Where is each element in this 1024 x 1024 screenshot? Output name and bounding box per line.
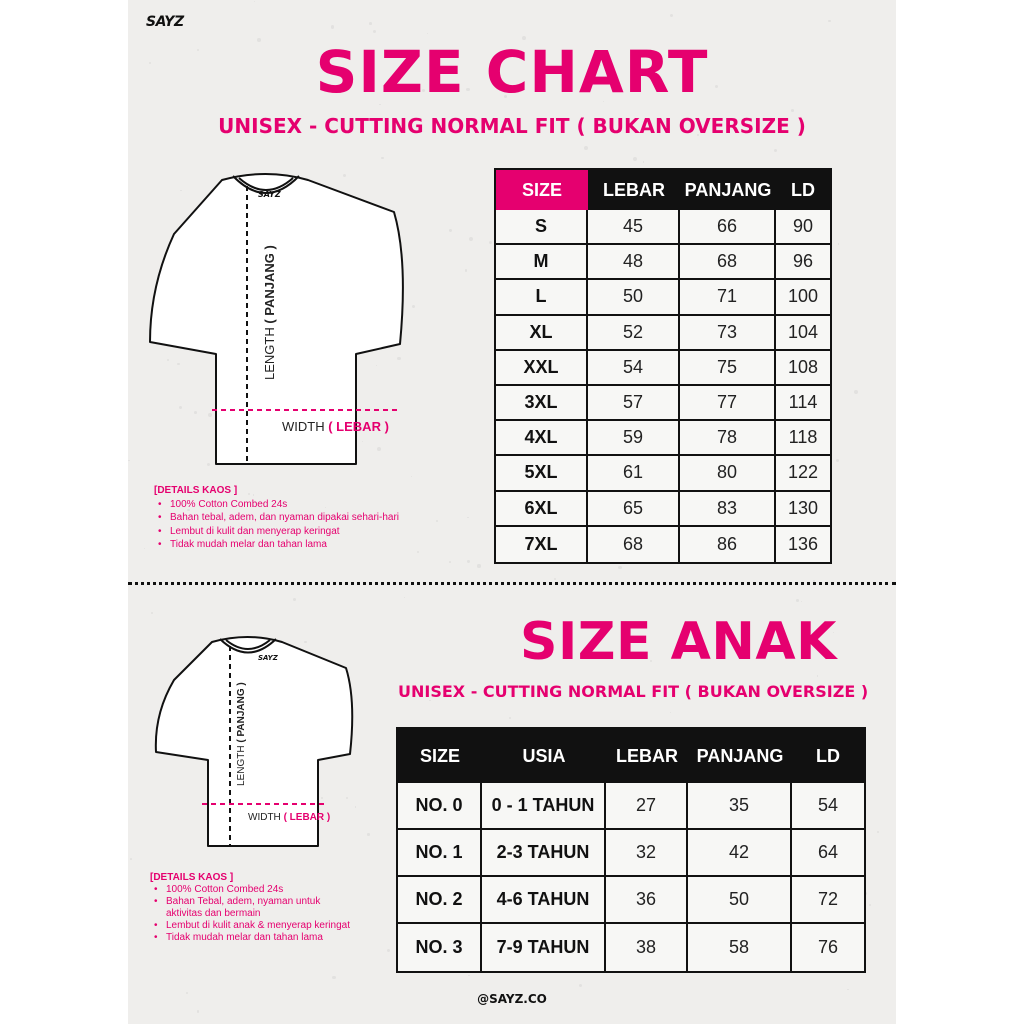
paper-speck: [197, 1010, 199, 1012]
brand-logo: SAYZ: [146, 14, 184, 30]
table-cell: 52: [588, 316, 680, 351]
paper-speck: [847, 989, 848, 990]
paper-speck: [449, 229, 451, 231]
table-cell: 3XL: [496, 386, 588, 421]
table-cell: 0 - 1 TAHUN: [482, 783, 606, 830]
table-cell: 38: [606, 924, 688, 971]
paper-speck: [670, 14, 673, 17]
table-row: [398, 924, 864, 971]
paper-speck: [332, 976, 335, 979]
column-header-lebar: LEBAR: [606, 729, 688, 783]
table-cell: 50: [688, 877, 792, 924]
kids-size-chart-title: SIZE ANAK: [520, 612, 837, 672]
table-cell: 114: [776, 386, 830, 421]
kids-details: [150, 872, 390, 944]
table-cell: S: [496, 210, 588, 245]
kids-length-label: [236, 682, 247, 786]
paper-speck: [828, 20, 831, 23]
paper-speck: [469, 237, 473, 241]
table-cell: 27: [606, 783, 688, 830]
column-header-panjang: PANJANG: [680, 170, 776, 210]
table-cell: NO. 1: [398, 830, 482, 877]
table-row: [398, 830, 864, 877]
paper-speck: [836, 459, 839, 462]
table-row: [496, 527, 830, 562]
paper-speck: [584, 146, 588, 150]
table-row: [496, 245, 830, 280]
kids-width-text: WIDTH: [248, 812, 281, 823]
list-item: • Bahan Tebal, adem, nyaman untuk aktivitas dan bermain: [150, 896, 350, 920]
column-header-usia: USIA: [482, 729, 606, 783]
table-cell: NO. 0: [398, 783, 482, 830]
adult-size-table: [494, 168, 832, 564]
paper-speck: [633, 157, 637, 161]
table-cell: 76: [792, 924, 864, 971]
paper-speck: [417, 551, 419, 553]
kids-table-body: [398, 783, 864, 971]
list-item: • Lembut di kulit anak & menyerap keringat: [150, 920, 390, 932]
adult-size-chart-subtitle: UNISEX - CUTTING NORMAL FIT ( BUKAN OVERSIZE ): [218, 114, 806, 138]
paper-speck: [449, 561, 451, 563]
paper-speck: [791, 109, 793, 111]
kids-details-list: [150, 884, 390, 944]
paper-speck: [293, 598, 296, 601]
table-row: [496, 316, 830, 351]
table-cell: 96: [776, 245, 830, 280]
table-cell: 7XL: [496, 527, 588, 562]
table-cell: 36: [606, 877, 688, 924]
table-cell: 48: [588, 245, 680, 280]
table-cell: 68: [588, 527, 680, 562]
table-cell: 68: [680, 245, 776, 280]
paper-speck: [817, 675, 818, 676]
table-cell: 108: [776, 351, 830, 386]
table-cell: 4XL: [496, 421, 588, 456]
paper-speck: [554, 578, 556, 580]
table-cell: 5XL: [496, 456, 588, 491]
paper-speck: [130, 858, 132, 860]
paper-speck: [801, 601, 802, 602]
table-cell: 2-3 TAHUN: [482, 830, 606, 877]
table-cell: 57: [588, 386, 680, 421]
adult-size-chart-title: SIZE CHART: [315, 38, 709, 106]
kids-details-heading: [DETAILS KAOS ]: [150, 872, 234, 883]
list-item: • Bahan tebal, adem, dan nyaman dipakai sehari-hari: [154, 511, 399, 525]
table-row: [398, 877, 864, 924]
paper-speck: [643, 161, 645, 163]
table-header-row: [496, 170, 830, 210]
table-row: [496, 492, 830, 527]
column-header-size: SIZE: [398, 729, 482, 783]
table-cell: 80: [680, 456, 776, 491]
table-cell: 122: [776, 456, 830, 491]
table-cell: 58: [688, 924, 792, 971]
table-cell: 61: [588, 456, 680, 491]
table-cell: 42: [688, 830, 792, 877]
table-cell: 6XL: [496, 492, 588, 527]
table-cell: 78: [680, 421, 776, 456]
adult-details-heading: [DETAILS KAOS ]: [154, 485, 238, 496]
adult-width-bold: ( LEBAR ): [328, 419, 389, 434]
table-row: [496, 421, 830, 456]
table-cell: 66: [680, 210, 776, 245]
table-cell: 77: [680, 386, 776, 421]
paper-speck: [411, 476, 412, 477]
adult-length-bold: ( PANJANG ): [262, 245, 277, 324]
kids-width-bold: ( LEBAR ): [283, 812, 331, 823]
table-cell: 118: [776, 421, 830, 456]
table-cell: L: [496, 280, 588, 315]
table-cell: M: [496, 245, 588, 280]
column-header-lebar: LEBAR: [588, 170, 680, 210]
list-item: • Tidak mudah melar dan tahan lama: [154, 538, 399, 552]
table-row: [496, 351, 830, 386]
paper-speck: [144, 548, 145, 549]
paper-speck: [369, 22, 372, 25]
paper-speck: [404, 597, 405, 598]
list-item: • Lembut di kulit dan menyerap keringat: [154, 525, 399, 539]
table-cell: 65: [588, 492, 680, 527]
paper-speck: [489, 241, 493, 245]
column-header-ld: LD: [792, 729, 864, 783]
adult-details: [154, 484, 399, 552]
table-cell: 100: [776, 280, 830, 315]
paper-speck: [387, 949, 390, 952]
table-cell: 35: [688, 783, 792, 830]
table-row: [496, 280, 830, 315]
list-item: • 100% Cotton Combed 24s: [150, 884, 390, 896]
adult-details-list: [154, 498, 399, 552]
column-header-ld: LD: [776, 170, 830, 210]
table-row: [398, 783, 864, 830]
paper-speck: [467, 560, 469, 562]
paper-speck: [373, 30, 376, 33]
table-header-row: [398, 729, 864, 783]
paper-speck: [618, 566, 621, 569]
adult-shirt-logo: SAYZ: [258, 190, 281, 199]
kids-shirt-logo: SAYZ: [258, 654, 278, 662]
list-item: • Tidak mudah melar dan tahan lama: [150, 932, 390, 944]
table-cell: 75: [680, 351, 776, 386]
adult-width-text: WIDTH: [282, 419, 325, 434]
table-cell: 90: [776, 210, 830, 245]
adult-width-label: [282, 419, 389, 434]
paper-speck: [854, 390, 858, 394]
kids-length-bold: ( PANJANG ): [236, 682, 247, 743]
kids-length-text: LENGTH: [236, 745, 247, 786]
paper-speck: [128, 460, 130, 462]
table-cell: 83: [680, 492, 776, 527]
table-cell: 54: [588, 351, 680, 386]
list-item: • 100% Cotton Combed 24s: [154, 498, 399, 512]
paper-speck: [427, 33, 429, 35]
table-cell: 50: [588, 280, 680, 315]
paper-speck: [509, 717, 511, 719]
table-cell: NO. 2: [398, 877, 482, 924]
paper-speck: [877, 831, 879, 833]
table-cell: 54: [792, 783, 864, 830]
paper-speck: [468, 975, 469, 976]
kids-size-chart-subtitle: UNISEX - CUTTING NORMAL FIT ( BUKAN OVERSIZE ): [398, 682, 869, 701]
table-cell: XL: [496, 316, 588, 351]
table-row: [496, 386, 830, 421]
column-header-size: SIZE: [496, 170, 588, 210]
table-cell: 32: [606, 830, 688, 877]
table-cell: 4-6 TAHUN: [482, 877, 606, 924]
paper-speck: [331, 25, 335, 29]
table-cell: 64: [792, 830, 864, 877]
paper-speck: [477, 564, 480, 567]
paper-speck: [838, 243, 839, 244]
paper-speck: [465, 269, 467, 271]
table-cell: 45: [588, 210, 680, 245]
paper-speck: [869, 904, 871, 906]
column-header-panjang: PANJANG: [688, 729, 792, 783]
table-cell: 130: [776, 492, 830, 527]
table-row: [496, 456, 830, 491]
table-cell: NO. 3: [398, 924, 482, 971]
kids-size-table: [396, 727, 866, 973]
table-cell: 7-9 TAHUN: [482, 924, 606, 971]
paper-speck: [381, 157, 384, 160]
paper-speck: [436, 520, 438, 522]
table-cell: 72: [792, 877, 864, 924]
table-cell: XXL: [496, 351, 588, 386]
section-divider: [128, 582, 896, 585]
brand-handle: @SAYZ.CO: [477, 992, 547, 1006]
paper-speck: [670, 712, 671, 713]
table-cell: 71: [680, 280, 776, 315]
adult-length-text: LENGTH: [262, 327, 277, 380]
paper-speck: [579, 984, 582, 987]
paper-speck: [467, 517, 469, 519]
adult-length-label: [262, 245, 277, 380]
kids-width-label: [248, 812, 330, 823]
table-cell: 136: [776, 527, 830, 562]
table-cell: 59: [588, 421, 680, 456]
adult-table-body: [496, 210, 830, 562]
table-row: [496, 210, 830, 245]
paper-speck: [796, 599, 798, 601]
paper-speck: [151, 612, 153, 614]
table-cell: 86: [680, 527, 776, 562]
paper-speck: [774, 149, 777, 152]
table-cell: 104: [776, 316, 830, 351]
table-cell: 73: [680, 316, 776, 351]
paper-speck: [254, 1, 255, 2]
